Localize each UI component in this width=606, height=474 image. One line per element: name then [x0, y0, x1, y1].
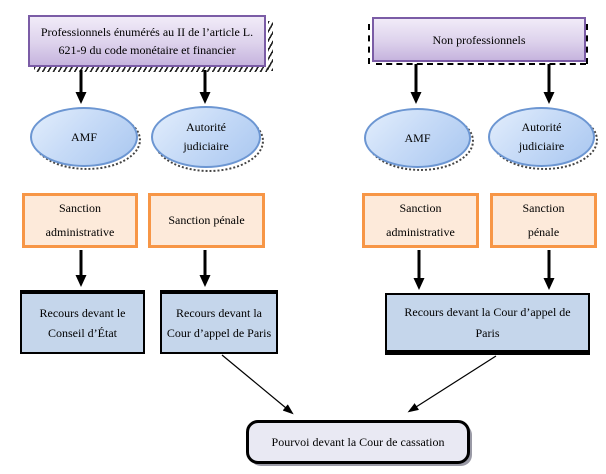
node-appeal-paris-right — [385, 293, 590, 355]
node-admin-sanction-left — [22, 193, 138, 248]
node-judicial-right — [488, 107, 595, 167]
dash-shadow-right — [586, 24, 588, 64]
node-admin-sanction-left-label: Sanction administrative — [45, 201, 115, 239]
node-admin-sanction-right-label: Sanction administrative — [386, 201, 455, 239]
node-conseil-etat-label: Recours devant le Conseil d’État — [39, 305, 126, 340]
hatch-shadow-bottom — [34, 67, 270, 72]
arrow-appeal-right-to-cassation — [416, 356, 496, 407]
node-professionals — [28, 15, 266, 67]
node-cassation-label: Pourvoi devant la Cour de cassation — [271, 434, 445, 449]
dash-shadow-bottom — [376, 63, 586, 65]
node-amf-left — [30, 107, 138, 167]
dash-shadow-left — [368, 24, 370, 64]
node-conseil-etat — [20, 290, 145, 354]
arrow-appeal-left-to-cassation — [222, 355, 286, 408]
node-penal-sanction-left — [148, 193, 265, 248]
node-penal-sanction-right-label: Sanction pénale — [522, 201, 565, 239]
node-non-professionals — [372, 17, 586, 62]
node-professionals-label: Professionnels énumérés au II de l’article L. 621-9 du code monétaire et financier — [40, 25, 254, 57]
node-non-professionals-label: Non professionnels — [432, 32, 526, 47]
node-judicial-left-label: Autorité judiciaire — [183, 120, 229, 153]
node-amf-right-label: AMF — [404, 130, 431, 145]
node-judicial-left — [151, 106, 261, 168]
node-amf-right — [364, 108, 471, 168]
node-cassation — [246, 420, 470, 464]
node-judicial-right-label: Autorité judiciaire — [518, 120, 565, 153]
node-penal-sanction-right — [490, 193, 597, 248]
node-admin-sanction-right — [362, 193, 479, 248]
node-amf-left-label: AMF — [70, 129, 97, 144]
node-appeal-paris-left-label: Recours devant la Cour d’appel de Paris — [166, 305, 272, 340]
hatch-shadow-right — [268, 21, 273, 71]
node-appeal-paris-right-label: Recours devant la Cour d’appel de Paris — [404, 305, 571, 340]
node-appeal-paris-left — [160, 290, 278, 354]
node-penal-sanction-left-label: Sanction pénale — [168, 212, 245, 227]
